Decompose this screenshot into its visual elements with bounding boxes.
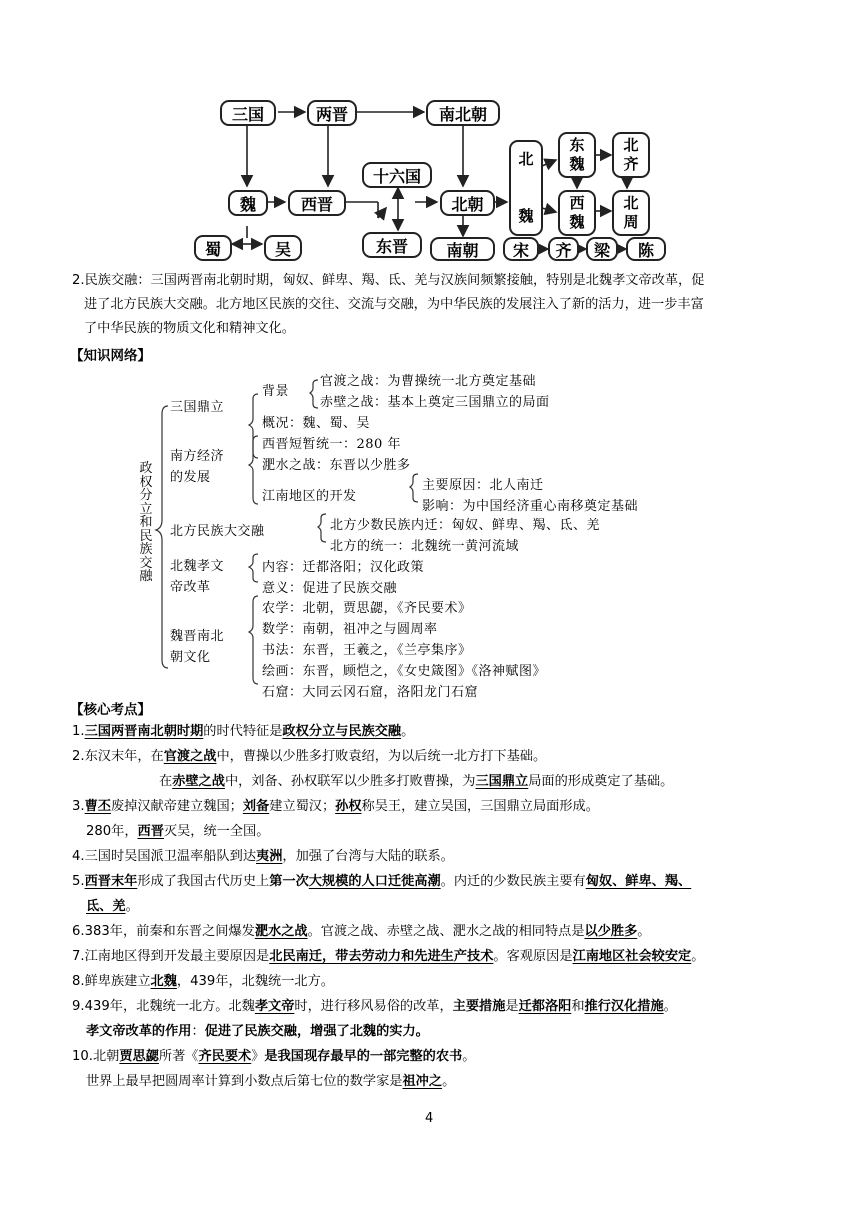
page-number: 4 <box>425 1111 434 1126</box>
box-wu: 吴 <box>264 235 302 261</box>
node-shiku: 石窟：大同云冈石窟，洛阳龙门石窟 <box>262 685 479 700</box>
node-yingxiang: 影响：为中国经济重心南移奠定基础 <box>422 499 639 514</box>
box-nanchao: 南朝 <box>430 237 495 261</box>
network-root: 政 权 分 立 和 民 族 交 融 <box>139 461 153 584</box>
node-neirong: 内容：迁都洛阳；汉化政策 <box>262 560 425 575</box>
node-wenhua-2: 朝文化 <box>170 650 211 665</box>
node-nanfang-2: 的发展 <box>170 470 211 485</box>
node-beijing: 背景 <box>262 384 290 399</box>
point-9: 9.439年，北魏统一北方。北魏孝文帝时，进行移风易俗的改革，主要措施是迁都洛阳和推行汉化措施。 <box>72 999 677 1014</box>
point-8: 8.鲜卑族建立北魏，439年，北魏统一北方。 <box>72 974 334 989</box>
point-2b: 在赤壁之战中，刘备、孙权联军以少胜多打败曹操，为三国鼎立局面的形成奠定了基础。 <box>159 774 674 789</box>
node-xiaowen-2: 帝改革 <box>170 580 211 595</box>
node-jiangnan: 江南地区的开发 <box>262 489 357 504</box>
box-beichao: 北朝 <box>440 190 495 216</box>
box-dongjin: 东晋 <box>362 232 422 258</box>
node-shufa: 书法：东晋，王羲之，《兰亭集序》 <box>262 643 472 658</box>
node-xijin: 西晋短暂统一：280 年 <box>262 437 401 452</box>
box-chen: 陈 <box>626 237 666 261</box>
node-guandu: 官渡之战：为曹操统一北方奠定基础 <box>320 374 537 389</box>
point-5b: 氐、羌。 <box>86 899 139 914</box>
box-qi: 齐 <box>548 237 579 261</box>
box-dongwei: 东 魏 <box>558 132 596 178</box>
core-heading: 【核心考点】 <box>70 702 151 718</box>
point-10b: 世界上最早把圆周率计算到小数点后第七位的数学家是祖冲之。 <box>86 1074 456 1089</box>
box-nanbeichao: 南北朝 <box>426 100 500 126</box>
point-5: 5.西晋末年形成了我国古代历史上第一次大规模的人口迁徙高潮。内迁的少数民族主要有匈奴、鲜卑、羯、 <box>72 874 692 889</box>
node-wenhua-1: 魏晋南北 <box>170 629 225 644</box>
box-beiqi: 北 齐 <box>612 132 650 178</box>
box-song: 宋 <box>503 237 539 261</box>
box-sanguo: 三国 <box>220 100 276 126</box>
point-9b: 孝文帝改革的作用：促进了民族交融，增强了北魏的实力。 <box>86 1024 429 1039</box>
node-gaikuang: 概况：魏、蜀、吴 <box>262 416 371 431</box>
intro-line-2: 进了北方民族大交融。北方地区民族的交往、交流与交融，为中华民族的发展注入了新的活力，进一步丰富 <box>84 297 704 312</box>
box-wei: 魏 <box>228 190 268 216</box>
box-shiliuguo: 十六国 <box>362 162 432 188</box>
node-feishui: 淝水之战：东晋以少胜多 <box>262 458 411 473</box>
point-1: 1.三国两晋南北朝时期的时代特征是政权分立与民族交融。 <box>72 724 415 739</box>
point-7: 7.江南地区得到开发最主要原因是北民南迁，带去劳动力和先进生产技术。客观原因是江南地区社会较安定。 <box>72 949 705 964</box>
box-liang: 梁 <box>586 237 618 261</box>
box-beizhou: 北 周 <box>612 190 650 236</box>
point-6: 6.383年，前秦和东晋之间爆发淝水之战。官渡之战、赤壁之战、淝水之战的相同特点是以少胜多。 <box>72 924 651 939</box>
node-nanfang-1: 南方经济 <box>170 449 225 464</box>
point-4: 4.三国时吴国派卫温率船队到达夷洲，加强了台湾与大陆的联系。 <box>72 849 454 864</box>
node-neiqian: 北方少数民族内迁：匈奴、鲜卑、羯、氐、羌 <box>330 518 601 533</box>
node-shuxue: 数学：南朝，祖冲之与圆周率 <box>262 622 438 637</box>
box-xiwei: 西 魏 <box>558 190 596 236</box>
node-tongyi: 北方的统一：北魏统一黄河流域 <box>330 539 520 554</box>
node-xiaowen-1: 北魏孝文 <box>170 559 225 574</box>
node-nongxue: 农学：北朝，贾思勰，《齐民要术》 <box>262 601 472 616</box>
box-xijin: 西晋 <box>288 190 346 216</box>
node-zhuyao: 主要原因：北人南迁 <box>422 478 544 493</box>
point-3: 3.曹丕废掉汉献帝建立魏国；刘备建立蜀汉；孙权称吴王，建立吴国，三国鼎立局面形成。 <box>72 799 599 814</box>
intro-line-1: 2.民族交融：三国两晋南北朝时期，匈奴、鲜卑、羯、氐、羌与汉族间频繁接触，特别是北魏孝文帝改革，促 <box>72 273 705 288</box>
box-beiwei: 北 魏 <box>509 140 543 236</box>
box-shu: 蜀 <box>194 235 232 261</box>
node-yiyi: 意义：促进了民族交融 <box>262 581 398 596</box>
point-3b: 280年，西晋灭吴，统一全国。 <box>86 824 270 839</box>
intro-line-3: 了中华民族的物质文化和精神文化。 <box>84 321 295 336</box>
node-beifang: 北方民族大交融 <box>170 524 265 539</box>
node-sanguo: 三国鼎立 <box>170 400 225 415</box>
point-2: 2.东汉末年，在官渡之战中，曹操以少胜多打败袁绍，为以后统一北方打下基础。 <box>72 749 547 764</box>
flowchart-arrows <box>0 0 860 270</box>
box-liangjin: 两晋 <box>307 100 357 126</box>
node-huihua: 绘画：东晋，顾恺之，《女史箴图》《洛神赋图》 <box>262 664 547 679</box>
network-heading: 【知识网络】 <box>70 348 151 364</box>
node-chibi: 赤壁之战：基本上奠定三国鼎立的局面 <box>320 395 550 410</box>
point-10: 10.北朝贾思勰所著《齐民要术》是我国现存最早的一部完整的农书。 <box>72 1049 476 1064</box>
